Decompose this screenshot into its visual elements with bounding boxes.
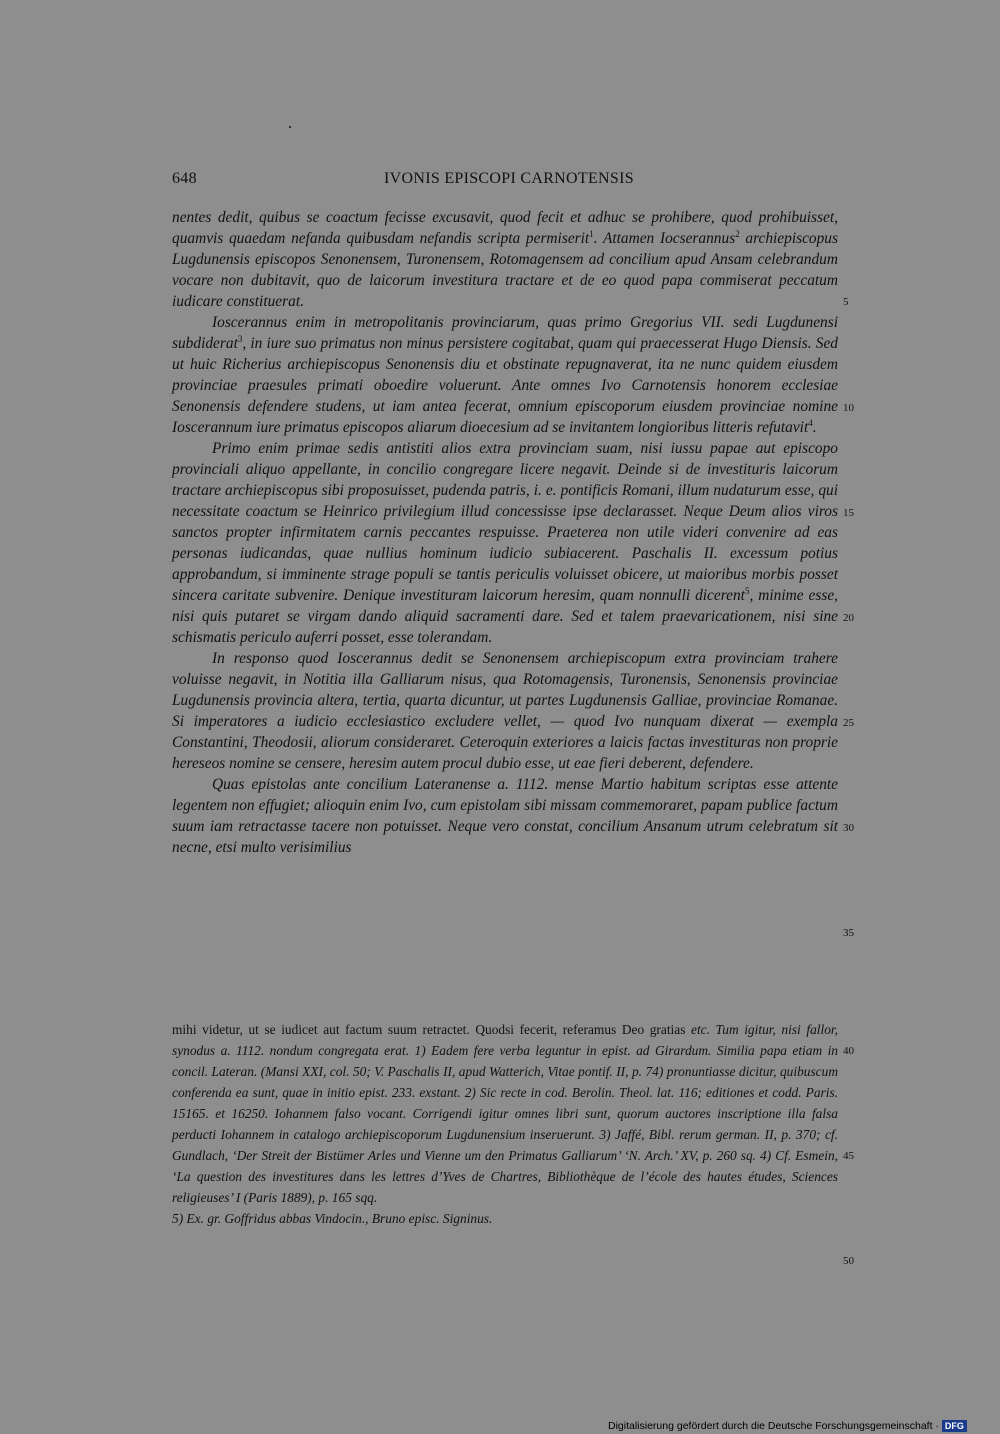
scan-speck <box>289 126 291 128</box>
footnotes <box>172 1019 838 1229</box>
text-span: . <box>812 419 817 436</box>
text-span: archiepiscopus Lugdunensis episcopos Senonensem, Turonensem, Rotomagensem ad concilium apud Ansam celebrandum vocare non dubitavit, quo de laicorum investitura tractare et de eo quod papa commiserat peccatum iudicare constituerat. <box>172 230 838 310</box>
text-span: . Attamen Iocserannus <box>593 230 736 247</box>
text-span: Primo enim primae sedis antistiti alios extra provinciam suam, nisi iussu papae aut episcopo provinciali aliquo appellante, in concilio congregare licere negavit. Deinde si de investituris laicorum tractare archiepiscopus sibi proposuisset, pudenda patris, i. e. pontificis Romani, illum nudaturum esse, qui necessitate coactum se Heinrico privilegium illud concessisse ipse declarasset. Neque Deum alios viros sanctos propter infirmitatem carnis peccantes respuisse. Praeterea non utile videri convenire ad eas personas iudicandas, quae nullius hominum iudicio subiacerent. Paschalis II. excessum potius approbandum, si imminente strage populi se tantis periculis voluisset obicere, ut maioribus morbis posset sincera caritate subvenire. Denique investituram laicorum heresim, quam nonnulli dicerent <box>172 440 838 604</box>
footnote-continuation-italic: etc. Tum igitur, nisi fallor, synodus a. 1112. nondum congregata erat. <box>172 1022 838 1058</box>
paragraph-1 <box>172 207 838 312</box>
text-span: , minime esse, nisi quis putaret se virgam dando aliquid sacramenti dare. Sed et talem praevaricationem, nisi sine schismatis periculo auferri posset, esse tolerandam. <box>172 587 838 646</box>
running-title: IVONIS EPISCOPI CARNOTENSIS <box>384 170 634 187</box>
line-number: 25 <box>843 717 854 729</box>
page-header <box>172 170 837 194</box>
text-span: nentes dedit, quibus se coactum fecisse excusavit, quod fecit et adhuc se prohibere, quod prohibuisset, quamvis quaedam nefanda quibusdam nefandis scripta permiserit <box>172 209 838 247</box>
paragraph-5: Quas epistolas ante concilium Lateranense a. 1112. mense Martio habitum scriptas esse attente legentem non effugiet; alioquin enim Ivo, cum epistolam sibi missam commemoraret, papam publice factum suum iam retractasse tacere non potuisset. Neque vero constat, concilium Ansanum utrum celebratum sit necne, etsi multo verisimilius <box>172 776 838 856</box>
paragraph-3 <box>172 438 838 648</box>
line-number: 50 <box>843 1255 854 1267</box>
paragraph-2 <box>172 312 838 438</box>
line-number: 30 <box>843 822 854 834</box>
footnote-2: 2) Sic recte in cod. Berolin. Theol. lat. 116; editiones et codd. Paris. 15165. et 16250. Iohannem falso vocant. Corrigendi igitur omnes libri sunt, quorum auctores inscriptione illa falsa perducti Iohannem in catalogo archiepiscoporum Lugdunensium inseruerunt. <box>172 1085 839 1142</box>
line-number: 20 <box>843 612 854 624</box>
line-number: 45 <box>843 1150 854 1162</box>
footnote-continuation: mihi videtur, ut se iudicet aut factum suum retractet. Quodsi fecerit, referamus Deo gratias <box>172 1022 692 1037</box>
footnote-5: 5) Ex. gr. Goffridus abbas Vindocin., Bruno episc. Signinus. <box>172 1211 493 1226</box>
main-text <box>172 207 838 858</box>
paragraph-4: In responso quod Ioscerannus dedit se Senonensem archiepiscopum extra provinciam trahere voluisse negavit, in Notitia illa Galliarum nisus, qua Rotomagensis, Turonensis, Senonensis provinciae Lugdunensis provincia altera, tertia, quarta dicuntur, ut partes Lugdunensis Galliae, provinciae Romanae. Si imperatores a iudicio ecclesiastico excludere vellet, — quod Ivo nunquam dixerat — exempla Constantini, Theodosii, aliorum consideraret. Ceteroquin exteriores a laicis factas investituras non proprie hereseos nomine se censere, heresim autem procul dubio esse, ut eae fieri deberent, defendere. <box>172 650 838 772</box>
footnote-ref: 2 <box>735 228 740 239</box>
footnote-1: 1) Eadem fere verba leguntur in epist. ad Girardum. Similia papa etiam in concil. Lateran. (Mansi XXI, col. 50; V. Paschalis II, apud Watterich, Vitae pontif. II, p. 74) pronuntiasse dicitur, quibuscum conferenda ea sunt, quae in initio epist. 233. exstant. <box>172 1043 838 1100</box>
footnote-ref: 3 <box>237 333 243 344</box>
funding-credit <box>608 1419 967 1432</box>
text-span: , in iure suo primatus non minus persistere cogitabat, quam qui praecesserat Hugo Diensis. Sed ut huic Richerius archiepiscopus Senonensis diu et obstinate repugnaverat, ita ne nunc quidem eiusdem provinciae praesules primati oboedire voluerunt. Ante omnes Ivo Carnotensis honorem ecclesiae Senonensis defendere studens, ut iam antea fecerat, omnium episcoporum eiusdem provinciae nomine Ioscerannum iure primatus episcopos aliarum dioecesium ad se invitantem longioribus litteris refutavit <box>172 335 838 436</box>
line-number: 40 <box>843 1045 854 1057</box>
page-number: 648 <box>172 170 197 187</box>
footnote-4: 4) Cf. Esmein, ‘La question des investitures dans les lettres d’Yves de Chartres, Bibliothèque de l’école des hautes études, Sciences religieuses’ I (Paris 1889), p. 165 sqq. <box>172 1148 839 1205</box>
credit-text: Digitalisierung gefördert durch die Deutsche Forschungsgemeinschaft · <box>608 1419 939 1432</box>
line-number: 5 <box>843 296 849 308</box>
text-span: Ioscerannus enim in metropolitanis provinciarum, quas primo Gregorius VII. sedi Lugdunensi subdiderat <box>172 314 838 352</box>
dfg-logo: DFG <box>942 1420 967 1432</box>
footnote-ref: 1 <box>589 228 594 239</box>
line-number: 10 <box>843 402 854 414</box>
line-number: 15 <box>843 507 854 519</box>
footnote-ref: 5 <box>744 585 750 596</box>
line-number: 35 <box>843 927 854 939</box>
footnote-ref: 4 <box>808 417 813 428</box>
footnote-3: 3) Jaffé, Bibl. rerum german. II, p. 370; cf. Gundlach, ‘Der Streit der Bistümer Arles und Vienne um den Primatus Galliarum’ ‘N. Arch.’ XV, p. 260 sq. <box>172 1127 838 1163</box>
